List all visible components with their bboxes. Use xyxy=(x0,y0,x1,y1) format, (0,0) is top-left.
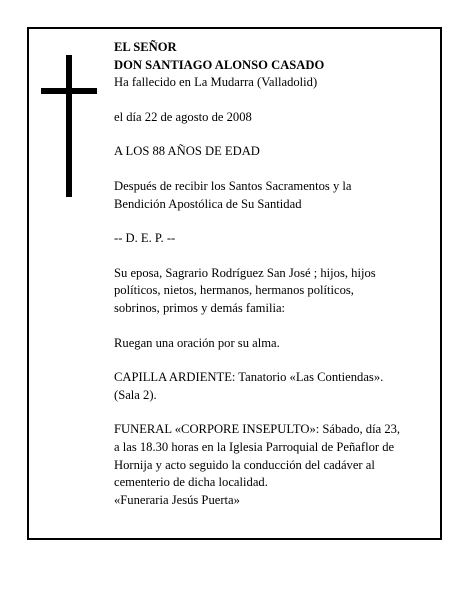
chapel-line-2: (Sala 2). xyxy=(114,387,157,402)
cross-horizontal-bar xyxy=(41,88,97,94)
obituary-notice xyxy=(27,27,442,540)
sacraments-line-2: Bendición Apostólica de Su Santidad xyxy=(114,196,302,211)
funeral-home-line: «Funeraria Jesús Puerta» xyxy=(114,492,240,507)
family-line-3: sobrinos, primos y demás familia: xyxy=(114,300,286,315)
funeral-line-3: Hornija y acto seguido la conducción del cadáver al xyxy=(114,457,375,472)
family-line-1: Su eposa, Sagrario Rodríguez San José ; hijos, hijos xyxy=(114,265,376,280)
cross-vertical-bar xyxy=(66,55,72,197)
funeral-line-4: cementerio de dicha localidad. xyxy=(114,475,268,490)
chapel-line-1: CAPILLA ARDIENTE: Tanatorio «Las Contiendas». xyxy=(114,370,384,385)
family-line-2: políticos, nietos, hermanos, hermanos políticos, xyxy=(114,283,354,298)
passed-away-line: Ha fallecido en La Mudarra (Valladolid) xyxy=(114,75,318,90)
age-line: A LOS 88 AÑOS DE EDAD xyxy=(114,144,260,159)
sacraments-line-1: Después de recibir los Santos Sacramentos y la xyxy=(114,178,352,193)
funeral-line-1: FUNERAL «CORPORE INSEPULTO»: Sábado, día 23, xyxy=(114,422,401,437)
notice-title: EL SEÑOR xyxy=(114,40,177,54)
deceased-name: DON SANTIAGO ALONSO CASADO xyxy=(114,57,325,72)
funeral-line-2: a las 18.30 horas en la Iglesia Parroquial de Peñaflor de xyxy=(114,439,395,454)
rip-line: -- D. E. P. -- xyxy=(114,231,176,246)
prayer-line: Ruegan una oración por su alma. xyxy=(114,335,280,350)
date-line: el día 22 de agosto de 2008 xyxy=(114,109,252,124)
notice-text xyxy=(114,39,439,509)
